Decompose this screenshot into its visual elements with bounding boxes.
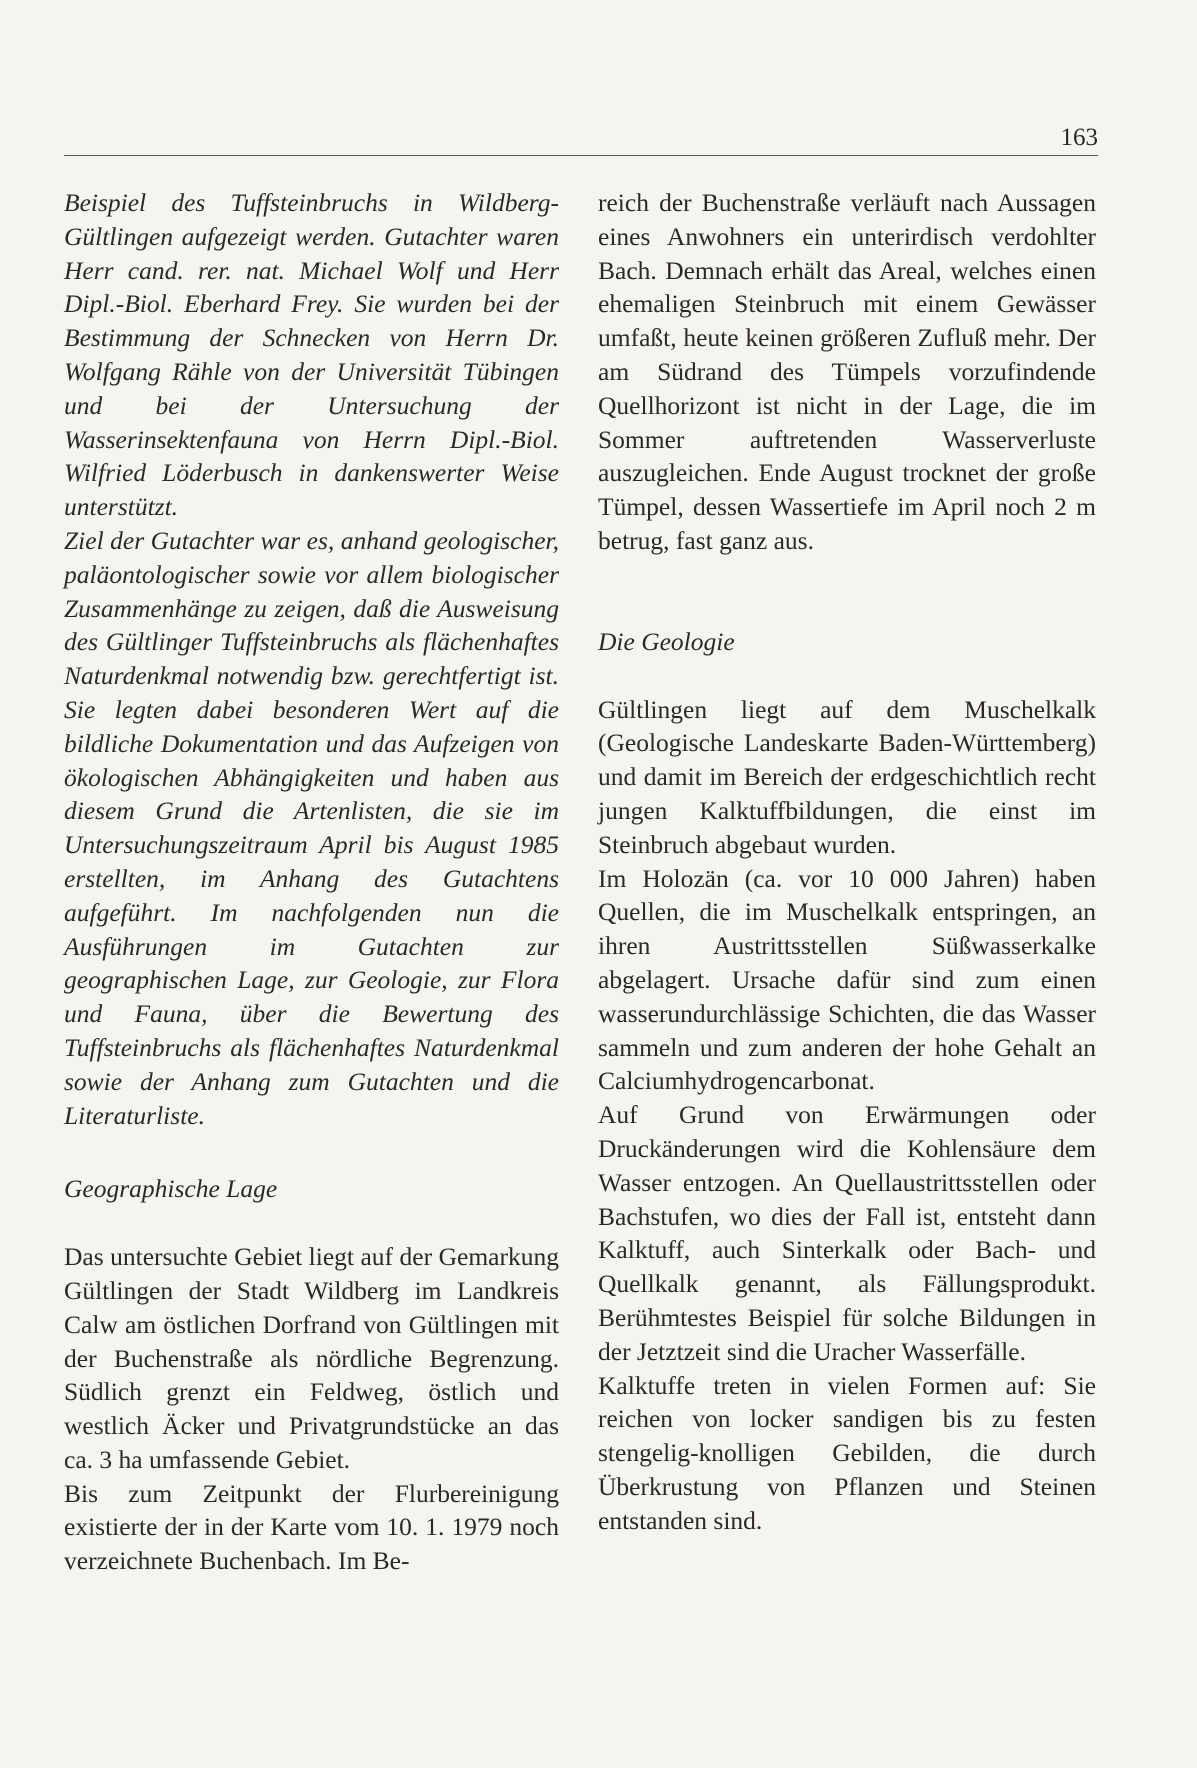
geologie-paragraph-4: Kalktuffe treten in vielen Formen auf: Sie reichen von locker sandigen bis zu festen stengelig-knolligen Gebilden, die durch Überkrustung von Pflanzen und Steinen entstanden sind. [598, 1370, 1096, 1535]
geologie-paragraph-1: Gültlingen liegt auf dem Muschelkalk (Geologische Landeskarte Baden-Württemberg) und damit im Bereich der erdgeschichtlich recht jungen Kalktuffbildungen, die einst im Steinbruch abgebaut wurden. [598, 694, 1096, 859]
section-heading-geographische-lage: Geographische Lage [64, 1174, 278, 1204]
geologie-paragraph-2: Im Holozän (ca. vor 10 000 Jahren) haben Quellen, die im Muschelkalk entspringen, an ihren Austrittsstellen Süßwasserkalke abgelagert. Ursache dafür sind zum einen wasserundurchlässige Schichten, die das Wasser sammeln und zum anderen der hohe Gehalt an Calciumhydrogencarbonat. [598, 863, 1096, 1096]
page-number: 163 [1060, 124, 1098, 151]
right-column [598, 186, 1096, 1537]
intro-paragraph-1: Beispiel des Tuffsteinbruchs in Wildberg-Gültlingen aufgezeigt werden. Gutachter waren Herr cand. rer. nat. Michael Wolf und Herr Dipl.-Biol. Eberhard Frey. Sie wurden bei der Bestimmung der Schnecken von Herrn Dr. Wolfgang Rähle von der Universität Tübingen und bei der Untersuchung der Wasserinsektenfauna von Herrn Dipl.-Biol. Wilfried Löderbusch in dankenswerter Weise unterstützt. [64, 188, 559, 522]
geologie-paragraph-3: Auf Grund von Erwärmungen oder Druckänderungen wird die Kohlensäure dem Wasser entzogen. An Quellaustrittsstellen oder Bachstufen, wo dies der Fall ist, entsteht dann Kalktuff, auch Sinterkalk oder Bach- und Quellkalk genannt, als Fällungsprodukt. Berühmtestes Beispiel für solche Bildungen in der Jetztzeit sind die Uracher Wasserfälle. [598, 1100, 1096, 1366]
intro-paragraph-2: Ziel der Gutachter war es, anhand geologischer, paläontologischer sowie vor allem biologischer Zusammenhänge zu zeigen, daß die Ausweisung des Gültlinger Tuffsteinbruchs als flächenhaftes Naturdenkmal notwendig bzw. gerechtfertigt ist. Sie legten dabei besonderen Wert auf die bildliche Dokumentation und das Aufzeigen von ökologischen Abhängigkeiten und haben aus diesem Grund die Artenlisten, die sie im Untersuchungszeitraum April bis August 1985 erstellten, im Anhang des Gutachtens aufgeführt. Im nachfolgenden nun die Ausführungen im Gutachten zur geographischen Lage, zur Geologie, zur Flora und Fauna, über die Bewertung des Tuffsteinbruchs als flächenhaftes Naturdenkmal sowie der Anhang zum Gutachten und die Literaturliste. [64, 525, 559, 1130]
lage-paragraph-2: Bis zum Zeitpunkt der Flurbereinigung existierte der in der Karte vom 10. 1. 1979 noch verzeichnete Buchenbach. Im Be- [64, 1478, 559, 1576]
header-rule [64, 155, 1098, 156]
left-column [64, 186, 559, 1578]
lage-paragraph-1: Das untersuchte Gebiet liegt auf der Gemarkung Gültlingen der Stadt Wildberg im Landkreis Calw am östlichen Dorfrand von Gültlingen mit der Buchenstraße als nördliche Begrenzung. Südlich grenzt ein Feldweg, östlich und westlich Äcker und Privatgrundstücke an das ca. 3 ha umfassende Gebiet. [64, 1242, 559, 1474]
continuation-paragraph: reich der Buchenstraße verläuft nach Aussagen eines Anwohners ein unterirdisch verdohlter Bach. Demnach erhält das Areal, welches einen ehemaligen Steinbruch mit einem Gewässer umfaßt, heute keinen größeren Zufluß mehr. Der am Südrand des Tümpels vorzufindende Quellhorizont ist nicht in der Lage, die im Sommer auftretenden Wasserverluste auszugleichen. Ende August trocknet der große Tümpel, dessen Wassertiefe im April noch 2 m betrug, fast ganz aus. [598, 188, 1096, 555]
section-heading-geologie: Die Geologie [598, 626, 735, 656]
